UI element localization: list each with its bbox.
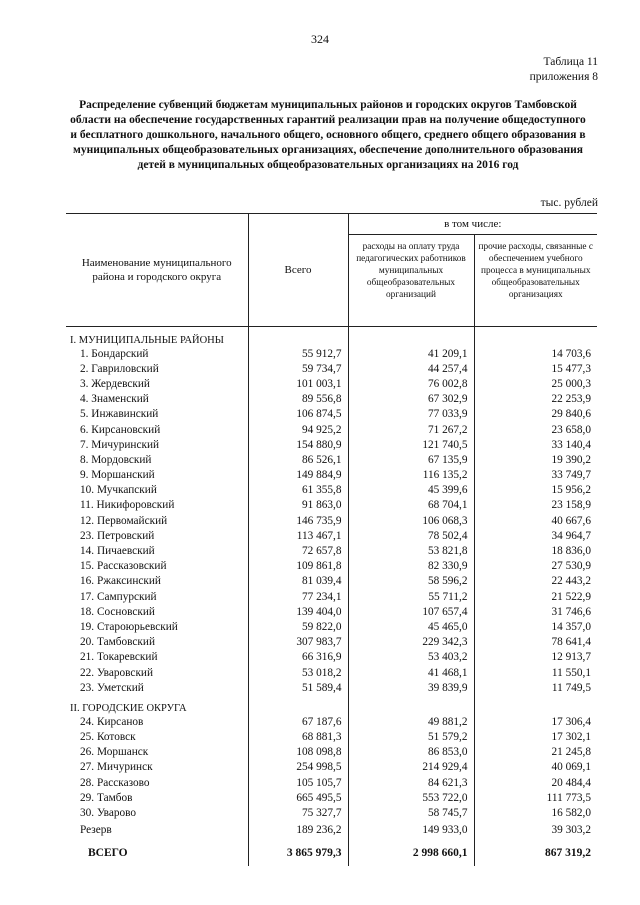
- row-other-expenses: 29 840,6: [474, 407, 597, 422]
- row-teachers-salary: 44 257,4: [348, 361, 474, 376]
- table-body: [66, 327, 597, 866]
- row-teachers-salary: 53 821,8: [348, 543, 474, 558]
- row-other-expenses: 15 956,2: [474, 483, 597, 498]
- row-teachers-salary: 86 853,0: [348, 745, 474, 760]
- row-other-expenses: 17 306,4: [474, 714, 597, 729]
- empty-cell: [474, 327, 597, 347]
- table-row: [66, 604, 597, 619]
- row-total: 77 234,1: [248, 589, 348, 604]
- row-teachers-salary: 58 745,7: [348, 805, 474, 820]
- row-other-expenses: 19 390,2: [474, 452, 597, 467]
- row-total: 89 556,8: [248, 392, 348, 407]
- row-total: 72 657,8: [248, 543, 348, 558]
- table-row: [66, 452, 597, 467]
- row-name: 19. Староюрьевский: [80, 620, 178, 633]
- table-row: [66, 635, 597, 650]
- table-row: [66, 392, 597, 407]
- row-name: 2. Гавриловский: [80, 362, 159, 375]
- row-total: 665 495,5: [248, 790, 348, 805]
- row-other-expenses: 11 749,5: [474, 680, 597, 695]
- row-name: 25. Котовск: [80, 731, 136, 744]
- row-total: 51 589,4: [248, 680, 348, 695]
- row-other-expenses: 20 484,4: [474, 775, 597, 790]
- row-total: 109 861,8: [248, 559, 348, 574]
- row-other-expenses: 111 773,5: [474, 790, 597, 805]
- empty-cell: [248, 327, 348, 347]
- row-other-expenses: 25 000,3: [474, 376, 597, 391]
- row-total: 91 863,0: [248, 498, 348, 513]
- row-teachers-salary: 45 399,6: [348, 483, 474, 498]
- table-row: [66, 790, 597, 805]
- row-total: 53 018,2: [248, 665, 348, 680]
- row-teachers-salary: 78 502,4: [348, 528, 474, 543]
- row-total: 105 105,7: [248, 775, 348, 790]
- row-name: 4. Знаменский: [80, 393, 149, 406]
- row-other-expenses: 21 522,9: [474, 589, 597, 604]
- table-row: [66, 730, 597, 745]
- row-total: 146 735,9: [248, 513, 348, 528]
- row-teachers-salary: 116 135,2: [348, 468, 474, 483]
- row-teachers-salary: 67 135,9: [348, 452, 474, 467]
- table-ref-line1: Таблица 11: [543, 56, 598, 68]
- row-other-expenses: 39 303,2: [474, 821, 597, 840]
- row-total: 189 236,2: [248, 821, 348, 840]
- row-name: 26. Моршанск: [80, 746, 149, 759]
- row-name: 30. Уварово: [80, 807, 137, 820]
- table-row: [66, 650, 597, 665]
- table-row: [66, 589, 597, 604]
- section-label: I. МУНИЦИПАЛЬНЫЕ РАЙОНЫ: [70, 335, 224, 346]
- table-reference: [530, 55, 598, 85]
- table-row: [66, 361, 597, 376]
- row-other-expenses: 40 667,6: [474, 513, 597, 528]
- row-other-expenses: 21 245,8: [474, 745, 597, 760]
- row-name: 23. Уметский: [80, 681, 144, 694]
- row-name: 14. Пичаевский: [80, 545, 155, 558]
- document-title: Распределение субвенций бюджетам муниципальных районов и городских округов Тамбовской области на обеспечение государственных гарантий реализации прав на получение общедоступного и бесплатного дошкольного, начального общего, основного общего, среднего общего образования в муниципальных общеобразовательных организациях, обеспечение дополнительного образования детей в муниципальных общеобразовательных организациях на 2016 год: [70, 99, 586, 171]
- table-row: [66, 775, 597, 790]
- row-total: 307 983,7: [248, 635, 348, 650]
- header-name: Наименование муниципального района и городского округа: [66, 214, 248, 327]
- table-row: [66, 498, 597, 513]
- row-teachers-salary: 41 209,1: [348, 346, 474, 361]
- row-total: 59 734,7: [248, 361, 348, 376]
- section-city-districts: [66, 695, 597, 714]
- table-row: [66, 665, 597, 680]
- row-name: 12. Первомайский: [80, 514, 168, 527]
- table-ref-line2: приложения 8: [529, 71, 598, 83]
- row-teachers-salary: 106 068,3: [348, 513, 474, 528]
- row-teachers-salary: 76 002,8: [348, 376, 474, 391]
- row-name: 15. Рассказовский: [80, 560, 167, 573]
- table-row: [66, 376, 597, 391]
- row-other-expenses: 11 550,1: [474, 665, 597, 680]
- empty-cell: [348, 327, 474, 347]
- row-other-expenses: 14 703,6: [474, 346, 597, 361]
- empty-cell: [348, 695, 474, 714]
- row-teachers-salary: 553 722,0: [348, 790, 474, 805]
- row-teachers-salary: 39 839,9: [348, 680, 474, 695]
- row-other-expenses: 17 302,1: [474, 730, 597, 745]
- row-name: Резерв: [80, 824, 112, 837]
- row-total: 254 998,5: [248, 760, 348, 775]
- table-row: [66, 528, 597, 543]
- header-teachers-salary: расходы на оплату труда педагогических работников муниципальных общеобразовательных организаций: [348, 235, 474, 327]
- table-row: [66, 543, 597, 558]
- row-other-expenses: 23 658,0: [474, 422, 597, 437]
- row-total: 68 881,3: [248, 730, 348, 745]
- row-total: 3 865 979,3: [248, 840, 348, 866]
- row-other-expenses: 31 746,6: [474, 604, 597, 619]
- row-teachers-salary: 121 740,5: [348, 437, 474, 452]
- table-row: [66, 346, 597, 361]
- row-name: 16. Ржаксинский: [80, 575, 161, 588]
- table-row: [66, 483, 597, 498]
- row-total: 113 467,1: [248, 528, 348, 543]
- reserve-row: [66, 821, 597, 840]
- row-teachers-salary: 214 929,4: [348, 760, 474, 775]
- table-row: [66, 714, 597, 729]
- row-other-expenses: 40 069,1: [474, 760, 597, 775]
- row-name: 22. Уваровский: [80, 666, 154, 679]
- row-name: 17. Сампурский: [80, 590, 157, 603]
- header-total: Всего: [248, 214, 348, 327]
- row-teachers-salary: 71 267,2: [348, 422, 474, 437]
- table-row: [66, 760, 597, 775]
- row-total: 106 874,5: [248, 407, 348, 422]
- row-other-expenses: 78 641,4: [474, 635, 597, 650]
- row-total: 61 355,8: [248, 483, 348, 498]
- row-total: 86 526,1: [248, 452, 348, 467]
- row-other-expenses: 867 319,2: [474, 840, 597, 866]
- table-row: [66, 513, 597, 528]
- row-total: 66 316,9: [248, 650, 348, 665]
- row-other-expenses: 15 477,3: [474, 361, 597, 376]
- row-total: 149 884,9: [248, 468, 348, 483]
- row-teachers-salary: 49 881,2: [348, 714, 474, 729]
- row-other-expenses: 23 158,9: [474, 498, 597, 513]
- row-teachers-salary: 55 711,2: [348, 589, 474, 604]
- row-teachers-salary: 51 579,2: [348, 730, 474, 745]
- section-municipal-districts: [66, 327, 597, 347]
- row-name: 11. Никифоровский: [80, 499, 175, 512]
- row-other-expenses: 12 913,7: [474, 650, 597, 665]
- row-name: 8. Мордовский: [80, 453, 152, 466]
- row-teachers-salary: 82 330,9: [348, 559, 474, 574]
- table-header: [66, 214, 597, 327]
- empty-cell: [248, 695, 348, 714]
- row-total: 154 880,9: [248, 437, 348, 452]
- row-total: 108 098,8: [248, 745, 348, 760]
- subsidy-table: [66, 213, 597, 866]
- row-teachers-salary: 149 933,0: [348, 821, 474, 840]
- row-total: 94 925,2: [248, 422, 348, 437]
- table-row: [66, 619, 597, 634]
- row-total: 75 327,7: [248, 805, 348, 820]
- row-other-expenses: 33 749,7: [474, 468, 597, 483]
- row-total: 67 187,6: [248, 714, 348, 729]
- row-teachers-salary: 53 403,2: [348, 650, 474, 665]
- row-total: 81 039,4: [248, 574, 348, 589]
- row-name: 18. Сосновский: [80, 605, 155, 618]
- table-row: [66, 437, 597, 452]
- row-name: 1. Бондарский: [80, 347, 149, 360]
- units-label: тыс. рублей: [540, 197, 598, 209]
- grand-total-row: [66, 840, 597, 866]
- table-row: [66, 407, 597, 422]
- row-teachers-salary: 2 998 660,1: [348, 840, 474, 866]
- section-label: II. ГОРОДСКИЕ ОКРУГА: [70, 703, 187, 715]
- row-name: 27. Мичуринск: [80, 761, 153, 774]
- row-name: 9. Моршанский: [80, 469, 155, 482]
- page-number: 324: [311, 32, 329, 46]
- row-name: 3. Жердевский: [80, 377, 150, 390]
- row-teachers-salary: 68 704,1: [348, 498, 474, 513]
- table-row: [66, 680, 597, 695]
- table-row: [66, 574, 597, 589]
- row-teachers-salary: 77 033,9: [348, 407, 474, 422]
- row-other-expenses: 22 443,2: [474, 574, 597, 589]
- row-other-expenses: 27 530,9: [474, 559, 597, 574]
- row-other-expenses: 18 836,0: [474, 543, 597, 558]
- header-other-expenses: прочие расходы, связанные с обеспечением учебного процесса в муниципальных общеобразовательных организациях: [474, 235, 597, 327]
- row-name: 24. Кирсанов: [80, 715, 144, 728]
- row-name: 7. Мичуринский: [80, 438, 160, 451]
- row-name: 23. Петровский: [80, 529, 155, 542]
- header-including: в том числе:: [348, 214, 597, 235]
- row-total: 55 912,7: [248, 346, 348, 361]
- row-name: 28. Рассказово: [80, 776, 150, 789]
- row-other-expenses: 16 582,0: [474, 805, 597, 820]
- row-teachers-salary: 84 621,3: [348, 775, 474, 790]
- row-other-expenses: 22 253,9: [474, 392, 597, 407]
- row-total: 101 003,1: [248, 376, 348, 391]
- row-name: 20. Тамбовский: [80, 636, 155, 649]
- row-teachers-salary: 107 657,4: [348, 604, 474, 619]
- row-name: 10. Мучкапский: [80, 484, 157, 497]
- row-name: ВСЕГО: [88, 846, 128, 859]
- table-row: [66, 805, 597, 820]
- row-other-expenses: 14 357,0: [474, 619, 597, 634]
- row-teachers-salary: 41 468,1: [348, 665, 474, 680]
- table-row: [66, 559, 597, 574]
- row-teachers-salary: 67 302,9: [348, 392, 474, 407]
- row-name: 21. Токаревский: [80, 651, 158, 664]
- row-total: 59 822,0: [248, 619, 348, 634]
- row-other-expenses: 33 140,4: [474, 437, 597, 452]
- row-name: 5. Инжавинский: [80, 408, 159, 421]
- row-name: 29. Тамбов: [80, 791, 133, 804]
- row-total: 139 404,0: [248, 604, 348, 619]
- table-row: [66, 468, 597, 483]
- table-row: [66, 422, 597, 437]
- row-other-expenses: 34 964,7: [474, 528, 597, 543]
- table-row: [66, 745, 597, 760]
- row-teachers-salary: 229 342,3: [348, 635, 474, 650]
- row-teachers-salary: 45 465,0: [348, 619, 474, 634]
- empty-cell: [474, 695, 597, 714]
- row-name: 6. Кирсановский: [80, 423, 161, 436]
- row-teachers-salary: 58 596,2: [348, 574, 474, 589]
